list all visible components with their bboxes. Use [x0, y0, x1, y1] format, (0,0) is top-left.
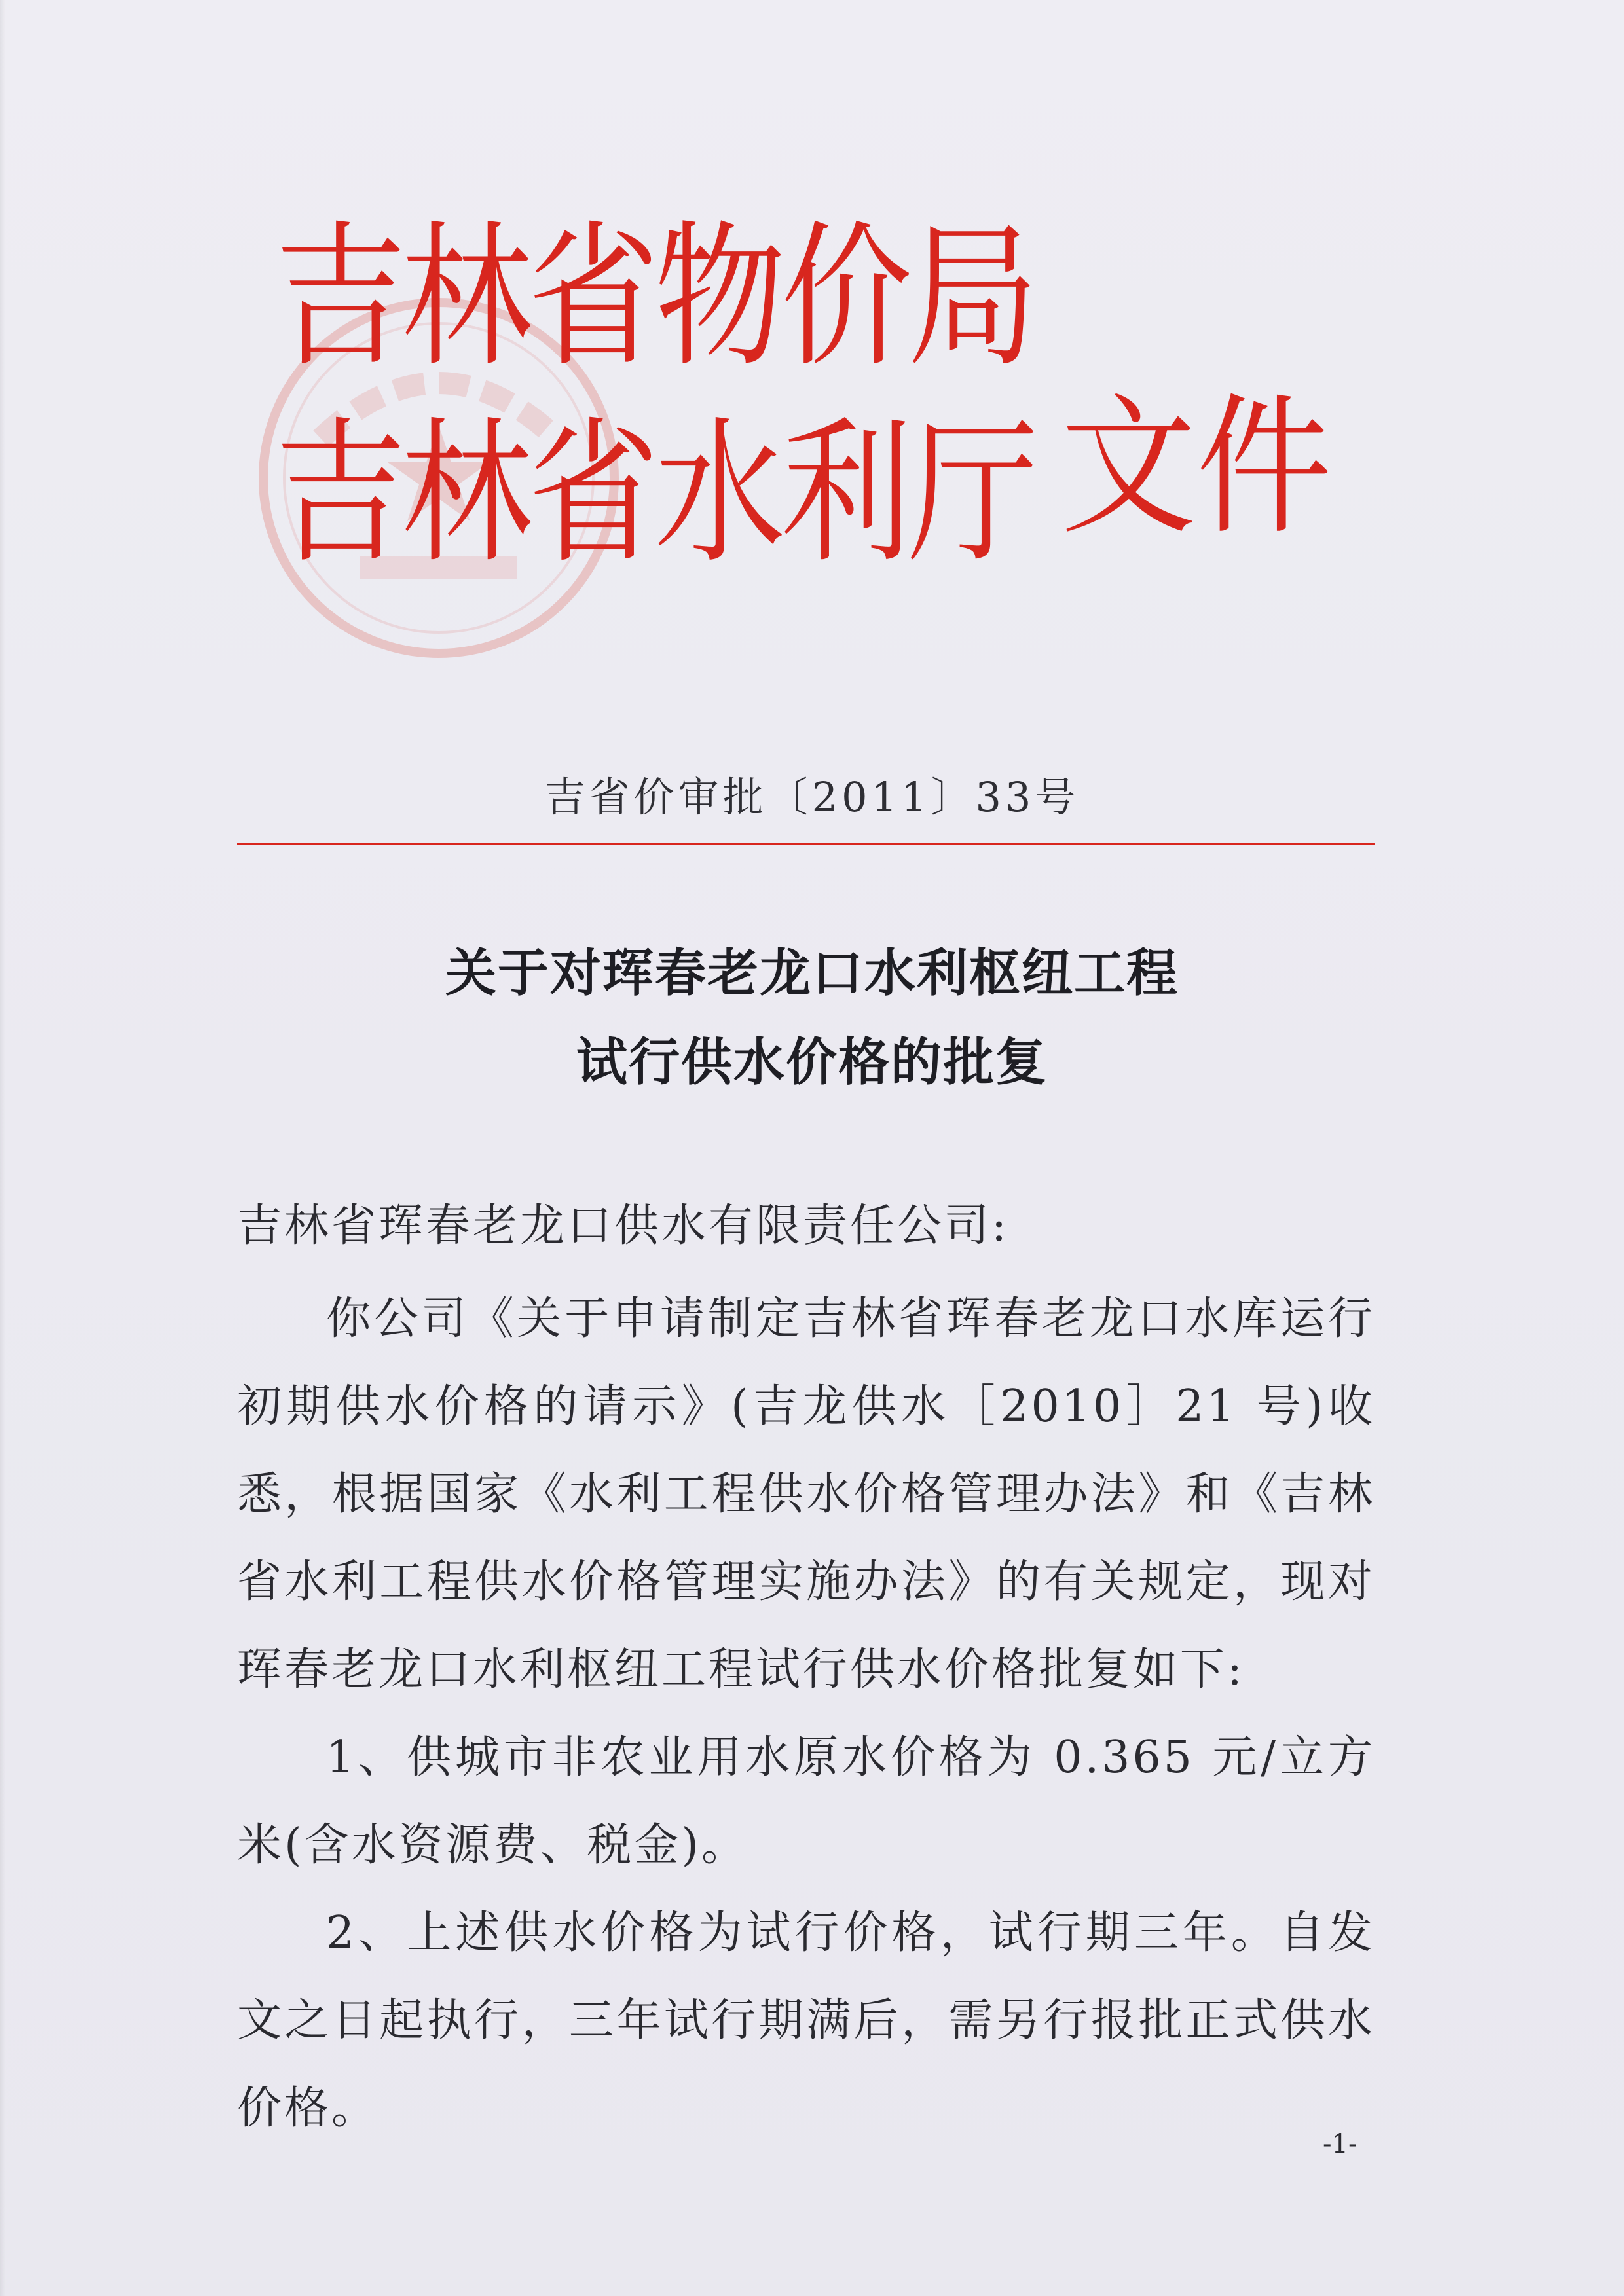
document-title-line1: 关于对珲春老龙口水利枢纽工程 [445, 943, 1179, 1003]
header-line-price-bureau: 吉林省物价局 [275, 207, 1035, 388]
header-line-water-dept: 吉林省水利厅 [275, 403, 1035, 585]
document-title-line2: 试行供水价格的批复 [576, 1032, 1048, 1092]
red-divider-line [237, 843, 1375, 845]
body-paragraph-intro: 你公司《关于申请制定吉林省珲春老龙口水库运行初期供水价格的请示》(吉龙供水［2010］21 号)收悉，根据国家《水利工程供水价格管理办法》和《吉林省水利工程供水价格管理实施办法》的有关规定，现对珲春老龙口水利枢纽工程试行供水价格批复如下: [237, 1293, 1375, 1696]
header-suffix-wenjian: 文件 [1061, 380, 1333, 555]
body-paragraph-item-2: 2、上述供水价格为试行价格，试行期三年。自发文之日起执行，三年试行期满后，需另行报批正式供水价格。 [237, 1907, 1375, 2134]
document-number: 吉省价审批〔2011〕33号 [544, 773, 1080, 821]
document-body [237, 1275, 1375, 2153]
body-paragraph-item-1: 1、供城市非农业用水原水价格为 0.365 元/立方米(含水资源费、税金)。 [237, 1732, 1375, 1871]
page-number: -1- [1323, 2129, 1357, 2159]
scan-edge-shadow [0, 0, 5, 2296]
issuing-agencies-header [275, 200, 1034, 592]
addressee: 吉林省珲春老龙口供水有限责任公司: [237, 1200, 1009, 1252]
